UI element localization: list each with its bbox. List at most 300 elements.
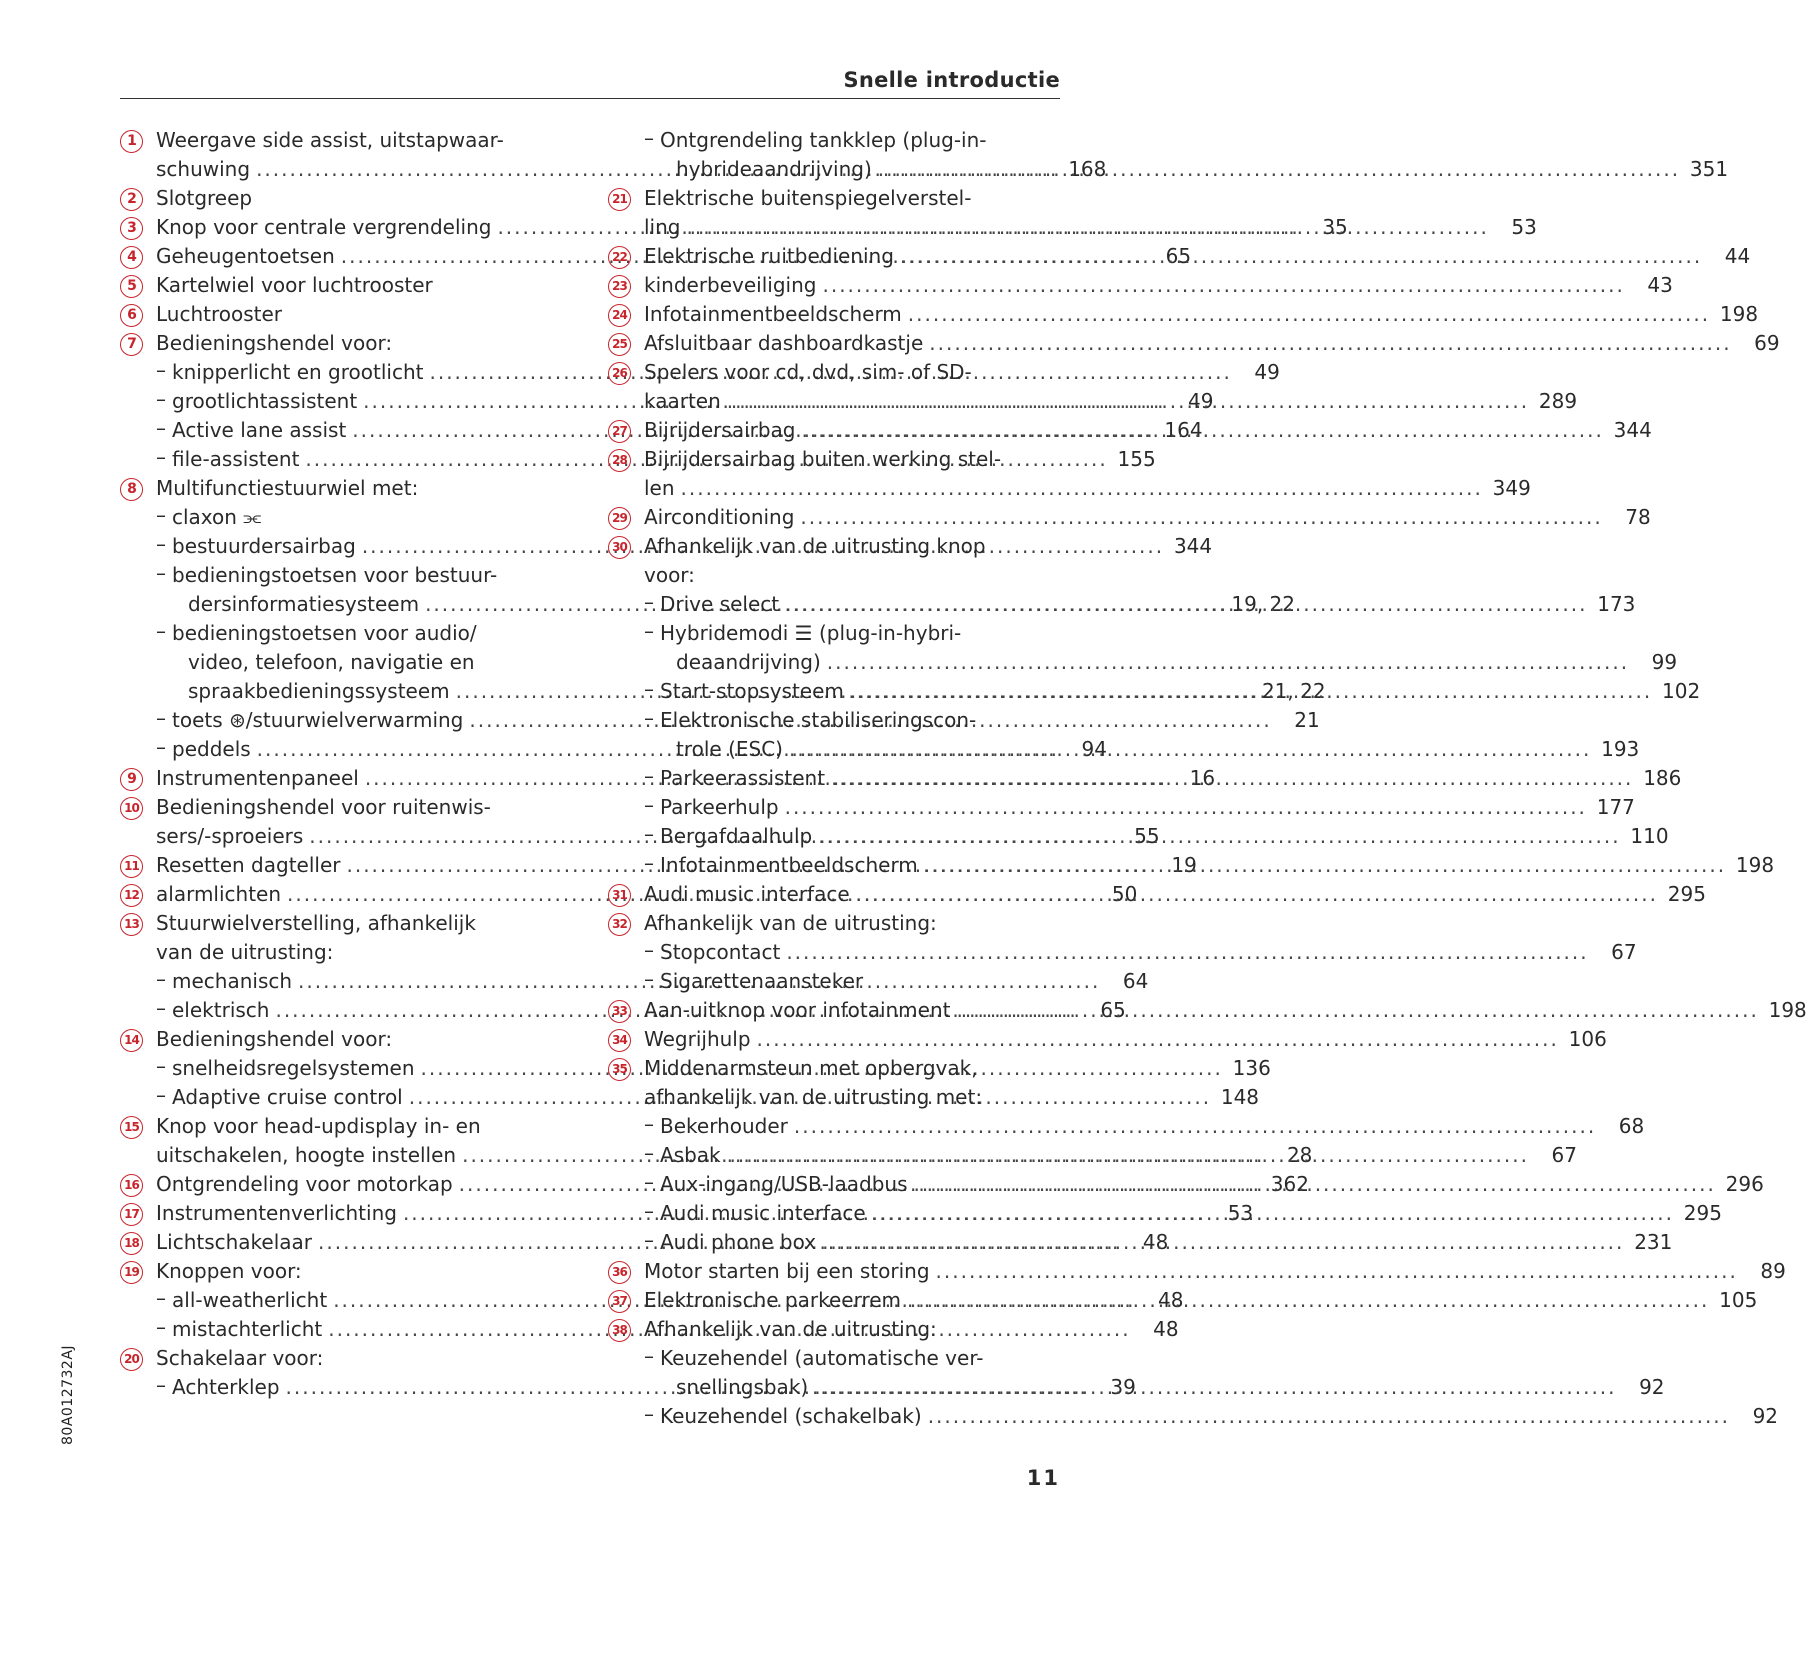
index-entry	[120, 909, 578, 967]
sub-entry-line	[156, 503, 578, 532]
page-ref: 65	[1100, 998, 1126, 1022]
sub-entry-line	[644, 126, 1728, 184]
entry-text: Geheugentoetsen	[156, 244, 335, 268]
leader-dots	[822, 271, 1624, 300]
sub-entry-body	[644, 706, 1639, 764]
entry-line	[156, 1257, 578, 1286]
entry-line	[660, 851, 1774, 880]
page-ref: 21, 22	[1261, 679, 1326, 703]
entry-line	[156, 938, 578, 967]
sub-entry-body	[644, 822, 1669, 851]
leader-dots	[831, 764, 1633, 793]
page-ref: 21	[1294, 708, 1320, 732]
leader-dots	[686, 213, 1488, 242]
entry-text: Infotainmentbeeldscherm	[660, 853, 918, 877]
callout-number: 35	[608, 1058, 631, 1081]
entry-text: Kartelwiel voor luchtrooster	[156, 273, 433, 297]
sub-entry-line	[644, 967, 1068, 996]
leader-dots	[929, 329, 1731, 358]
dash-marker: –	[644, 1170, 654, 1194]
indent-spacer	[120, 416, 156, 445]
entry-line	[644, 503, 1651, 532]
entry-text: deaandrijving)	[676, 650, 821, 674]
callout-number: 20	[120, 1348, 143, 1371]
index-entry	[120, 1025, 578, 1054]
entry-line	[644, 1083, 1068, 1112]
entry-line	[644, 909, 1068, 938]
entry-line	[644, 1315, 1068, 1344]
sub-entry-line	[644, 1199, 1722, 1228]
entry-body	[644, 1025, 1607, 1054]
callout-number-icon	[608, 358, 644, 387]
page-ref: 68	[1618, 1114, 1645, 1138]
sub-entry-text	[172, 503, 578, 532]
indent-spacer	[120, 387, 156, 416]
indent-spacer	[608, 1402, 644, 1431]
entry-line	[644, 561, 1068, 590]
index-entry	[608, 300, 1759, 329]
page-number: 11	[1026, 1466, 1060, 1490]
entry-text: claxon ⫘	[172, 505, 262, 529]
dash-marker: –	[156, 445, 166, 469]
entry-line	[644, 1286, 1757, 1315]
indent-spacer	[608, 764, 644, 793]
indent-spacer	[608, 1344, 644, 1373]
page-ref: 35	[1322, 215, 1348, 239]
entry-body	[156, 271, 578, 300]
entry-text: Afsluitbaar dashboardkastje	[644, 331, 924, 355]
entry-text: alarmlichten	[156, 882, 282, 906]
callout-number: 1	[120, 130, 143, 153]
entry-line	[644, 1025, 1607, 1054]
page-ref: 19, 22	[1231, 592, 1296, 616]
callout-number: 22	[608, 246, 631, 269]
callout-number: 25	[608, 333, 631, 356]
sub-entry-line	[644, 1112, 1644, 1141]
entry-text: Knoppen voor:	[156, 1259, 302, 1283]
leader-dots	[928, 1402, 1730, 1431]
sub-entry-line	[644, 938, 1637, 967]
entry-text: Elektronische parkeerrem	[644, 1288, 902, 1312]
entry-text: ling	[644, 215, 681, 239]
sub-entry-line	[644, 590, 1635, 619]
sub-entry-text	[660, 967, 1068, 996]
index-entry	[608, 329, 1780, 358]
entry-line	[644, 1257, 1786, 1286]
indent-spacer	[120, 619, 156, 648]
page-ref: 349	[1492, 476, 1531, 500]
entry-text: hybrideaandrijving)	[676, 157, 872, 181]
page-ref: 69	[1754, 331, 1780, 355]
entry-body	[644, 503, 1651, 532]
index-entry	[120, 184, 578, 213]
sub-entry-body	[644, 967, 1068, 996]
entry-text: Infotainmentbeeldscherm	[644, 302, 902, 326]
callout-number: 15	[120, 1116, 143, 1139]
page-ref: 186	[1643, 766, 1682, 790]
dash-marker: –	[644, 677, 654, 701]
page-ref: 168	[1068, 157, 1107, 181]
callout-number-icon	[608, 880, 644, 909]
page-ref: 49	[1254, 360, 1280, 384]
sub-entry-body	[644, 1199, 1722, 1228]
sub-entry-body	[644, 1344, 1665, 1402]
page-ref: 43	[1647, 273, 1673, 297]
callout-number: 14	[120, 1029, 143, 1052]
entry-text: bedieningstoetsen voor bestuur-	[172, 563, 498, 587]
callout-number: 10	[120, 797, 143, 820]
sub-entry-text	[660, 1344, 1665, 1402]
indent-spacer	[608, 793, 644, 822]
entry-line	[644, 880, 1706, 909]
entry-body	[644, 416, 1652, 445]
entry-text: Afhankelijk van de uitrusting:	[644, 1317, 937, 1341]
callout-number: 27	[608, 420, 631, 443]
leader-dots	[785, 590, 1587, 619]
entry-line	[660, 648, 1677, 677]
entry-line	[156, 1025, 578, 1054]
entry-text: Parkeerassistent	[660, 766, 826, 790]
entry-text: Instrumentenpaneel	[156, 766, 359, 790]
entry-text: Aan-uitknop voor infotainment	[644, 998, 951, 1022]
indent-spacer	[120, 706, 156, 735]
entry-line	[644, 329, 1780, 358]
dash-marker: –	[156, 358, 166, 382]
header-rule	[120, 98, 1060, 99]
entry-text: Stopcontact	[660, 940, 781, 964]
sub-entry-body	[644, 793, 1635, 822]
dash-marker: –	[644, 1199, 654, 1223]
sub-entry-body	[644, 1170, 1764, 1199]
entry-text: Ontgrendeling tankklep (plug-in-	[660, 128, 987, 152]
dash-marker: –	[644, 1112, 654, 1136]
entry-line	[660, 1199, 1722, 1228]
sub-entry-line	[644, 851, 1774, 880]
dash-marker: –	[644, 793, 654, 817]
dash-marker: –	[156, 532, 166, 556]
entry-text: kaarten	[644, 389, 721, 413]
leader-dots	[800, 503, 1602, 532]
entry-text: van de uitrusting:	[156, 940, 334, 964]
entry-text: Slotgreep	[156, 186, 253, 210]
indent-spacer	[120, 735, 156, 764]
page-ref: 110	[1630, 824, 1669, 848]
callout-number-icon	[608, 271, 644, 300]
entry-line	[644, 445, 1531, 474]
index-entry	[120, 329, 578, 358]
entry-text: Bekerhouder	[660, 1114, 788, 1138]
entry-body	[644, 1286, 1757, 1315]
leader-dots	[872, 1199, 1674, 1228]
entry-body	[644, 184, 1537, 242]
entry-line	[644, 996, 1807, 1025]
entry-line	[660, 793, 1635, 822]
entry-text: Bergafdaalhulp	[660, 824, 813, 848]
leader-dots	[727, 1141, 1529, 1170]
page-ref: 50	[1111, 882, 1138, 906]
indent-spacer	[120, 503, 156, 532]
entry-line	[660, 1228, 1672, 1257]
entry-body	[644, 300, 1758, 329]
index-entry	[608, 1025, 1607, 1054]
entry-line	[660, 938, 1637, 967]
callout-number: 6	[120, 304, 143, 327]
entry-body	[644, 242, 1750, 271]
entry-line	[644, 300, 1758, 329]
dash-marker: –	[644, 1141, 654, 1165]
page-ref: 99	[1651, 650, 1678, 674]
sub-entry-text	[660, 706, 1639, 764]
entry-text: mechanisch	[172, 969, 293, 993]
entry-text: Afhankelijk van de uitrusting knop	[644, 534, 986, 558]
dash-marker: –	[156, 1286, 166, 1310]
entry-text: Motor starten bij een storing	[644, 1259, 930, 1283]
sub-entry-line	[644, 677, 1700, 706]
sub-entry	[608, 1402, 1779, 1431]
entry-line	[644, 271, 1673, 300]
sub-entry	[608, 1112, 1645, 1141]
indent-spacer	[120, 1083, 156, 1112]
indent-spacer	[608, 590, 644, 619]
page-ref: 198	[1719, 302, 1759, 326]
entry-text: Achterklep	[172, 1375, 280, 1399]
index-entry	[608, 909, 1068, 938]
index-entry	[608, 503, 1651, 532]
entry-body	[644, 1315, 1068, 1344]
entry-line	[644, 416, 1652, 445]
entry-body	[644, 271, 1673, 300]
entry-text: Resetten dagteller	[156, 853, 341, 877]
sub-entry-line	[644, 706, 1639, 764]
indent-spacer	[608, 1228, 644, 1257]
page-ref: 65	[1165, 244, 1192, 268]
entry-text: trole (ESC)	[676, 737, 783, 761]
entry-text: Ontgrendeling voor motorkap	[156, 1172, 453, 1196]
callout-number-icon	[120, 271, 156, 300]
entry-line	[660, 1402, 1778, 1431]
leader-dots	[818, 822, 1620, 851]
page-ref: 92	[1639, 1375, 1665, 1399]
indent-spacer	[120, 1373, 156, 1402]
callout-number-icon	[608, 184, 644, 213]
dash-marker: –	[156, 1315, 166, 1339]
page-ref: 296	[1725, 1172, 1764, 1196]
indent-spacer	[120, 967, 156, 996]
entry-text: Knop voor centrale vergrendeling	[156, 215, 492, 239]
callout-number: 11	[120, 855, 143, 878]
entry-text: Bedieningshendel voor ruitenwis-	[156, 795, 491, 819]
callout-number: 2	[120, 188, 143, 211]
dash-marker: –	[644, 938, 654, 962]
entry-line	[644, 358, 1577, 387]
entry-line	[172, 503, 578, 532]
page-ref: 39	[1110, 1375, 1136, 1399]
index-entry	[120, 271, 578, 300]
indent-spacer	[608, 851, 644, 880]
callout-number: 38	[608, 1319, 631, 1342]
sub-entry	[608, 619, 1678, 677]
entry-text: Drive select	[660, 592, 780, 616]
entry-text: snelheidsregelsystemen	[172, 1056, 415, 1080]
entry-line	[644, 387, 1577, 416]
callout-number-icon	[120, 184, 156, 213]
page-ref: 344	[1613, 418, 1652, 442]
indent-spacer	[120, 1286, 156, 1315]
page-ref: 89	[1760, 1259, 1786, 1283]
dash-marker: –	[644, 822, 654, 846]
callout-number-icon	[608, 503, 644, 532]
index-entry	[608, 1315, 1068, 1344]
entry-text: mistachterlicht	[172, 1317, 323, 1341]
leader-dots	[814, 1373, 1616, 1402]
callout-number-icon	[608, 300, 644, 329]
entry-text: Bijrijdersairbag	[644, 418, 796, 442]
indent-spacer	[120, 445, 156, 474]
sub-entry-body	[644, 1112, 1644, 1141]
callout-number-icon	[120, 1344, 156, 1373]
entry-text: bedieningstoetsen voor audio/	[172, 621, 477, 645]
entry-text: Luchtrooster	[156, 302, 283, 326]
page-ref: 48	[1142, 1230, 1169, 1254]
callout-number: 17	[120, 1203, 143, 1226]
callout-number-icon	[608, 1286, 644, 1315]
sub-entry-line	[644, 1141, 1577, 1170]
dash-marker: –	[156, 387, 166, 411]
entry-line	[644, 184, 1537, 213]
dash-marker: –	[644, 1228, 654, 1252]
callout-number: 33	[608, 1000, 631, 1023]
entry-text: voor:	[644, 563, 695, 587]
dash-marker: –	[156, 561, 166, 585]
entry-line	[644, 242, 1750, 271]
callout-number-icon	[608, 1315, 644, 1344]
leader-dots	[802, 416, 1604, 445]
entry-text: elektrisch	[172, 998, 270, 1022]
sub-entry-line	[644, 1402, 1778, 1431]
entry-text: Audi music interface	[660, 1201, 866, 1225]
entry-line	[660, 706, 1639, 735]
entry-body	[156, 329, 578, 358]
dash-marker: –	[156, 735, 166, 759]
dash-marker: –	[644, 967, 654, 991]
entry-line	[660, 619, 1677, 648]
callout-number: 34	[608, 1029, 631, 1052]
dash-marker: –	[644, 851, 654, 875]
entry-text: Audi music interface	[644, 882, 850, 906]
callout-number-icon	[608, 1054, 644, 1083]
callout-number-icon	[120, 213, 156, 242]
sub-entry-text	[660, 938, 1637, 967]
callout-number: 32	[608, 913, 631, 936]
entry-line	[660, 1344, 1665, 1373]
dash-marker: –	[156, 996, 166, 1020]
indent-spacer	[120, 996, 156, 1025]
indent-spacer	[608, 677, 644, 706]
entry-text: snellingsbak)	[676, 1375, 809, 1399]
entry-text: Bedieningshendel voor:	[156, 1027, 393, 1051]
entry-text: Active lane assist	[172, 418, 347, 442]
sub-entry-text	[660, 677, 1700, 706]
indent-spacer	[608, 822, 644, 851]
indent-spacer	[608, 967, 644, 996]
callout-number: 9	[120, 768, 143, 791]
callout-number: 7	[120, 333, 143, 356]
page-ref: 67	[1551, 1143, 1577, 1167]
sub-entry-line	[644, 793, 1635, 822]
dash-marker: –	[644, 590, 654, 614]
entry-text: Airconditioning	[644, 505, 795, 529]
sub-entry-body	[156, 503, 578, 532]
callout-number: 26	[608, 362, 631, 385]
indent-spacer	[608, 1112, 644, 1141]
entry-text: dersinformatiesysteem	[188, 592, 420, 616]
indent-spacer	[120, 561, 156, 590]
dash-marker: –	[156, 1054, 166, 1078]
leader-dots	[924, 851, 1726, 880]
sub-entry-body	[644, 677, 1700, 706]
indent-spacer	[608, 706, 644, 735]
callout-number-icon	[120, 1170, 156, 1199]
indent-spacer	[608, 938, 644, 967]
indent-spacer	[120, 532, 156, 561]
page-ref: 295	[1683, 1201, 1722, 1225]
page-ref: 105	[1719, 1288, 1758, 1312]
entry-text: video, telefoon, navigatie en	[188, 650, 475, 674]
sub-entry-text	[660, 1170, 1764, 1199]
entry-body	[644, 1054, 1068, 1112]
callout-number-icon	[120, 1228, 156, 1257]
entry-text: len	[644, 476, 675, 500]
page-ref: 92	[1752, 1404, 1779, 1428]
sub-entry-text	[660, 619, 1677, 677]
index-entry	[120, 300, 578, 329]
entry-line	[660, 1112, 1644, 1141]
callout-number-icon	[120, 474, 156, 503]
entry-line	[660, 822, 1669, 851]
entry-line	[644, 213, 1537, 242]
entry-body	[644, 880, 1706, 909]
page-ref: 49	[1188, 389, 1214, 413]
indent-spacer	[608, 126, 644, 155]
entry-text: Keuzehendel (schakelbak)	[660, 1404, 922, 1428]
callout-number: 19	[120, 1261, 143, 1284]
callout-number: 5	[120, 275, 143, 298]
leader-dots	[789, 735, 1591, 764]
callout-number-icon	[120, 126, 156, 155]
page-ref: 53	[1511, 215, 1537, 239]
index-entry	[120, 1344, 578, 1373]
sub-entry-text	[660, 1402, 1778, 1431]
sub-entry-line	[644, 822, 1669, 851]
sub-entry-line	[644, 619, 1677, 677]
leader-dots	[827, 648, 1629, 677]
sub-entry-body	[644, 619, 1677, 677]
page-header-title: Snelle introductie	[843, 68, 1060, 92]
page-ref: 164	[1164, 418, 1203, 442]
dash-marker: –	[644, 764, 654, 788]
document-code: 80A012732AJ	[60, 1344, 76, 1445]
leader-dots	[757, 1025, 1559, 1054]
entry-text: schuwing	[156, 157, 251, 181]
entry-text: file-assistent	[172, 447, 300, 471]
entry-body	[156, 909, 578, 967]
page-ref: 198	[1735, 853, 1775, 877]
entry-line	[644, 474, 1531, 503]
entry-line	[156, 329, 578, 358]
entry-body	[644, 1257, 1786, 1286]
page-ref: 67	[1611, 940, 1637, 964]
leader-dots	[900, 242, 1702, 271]
